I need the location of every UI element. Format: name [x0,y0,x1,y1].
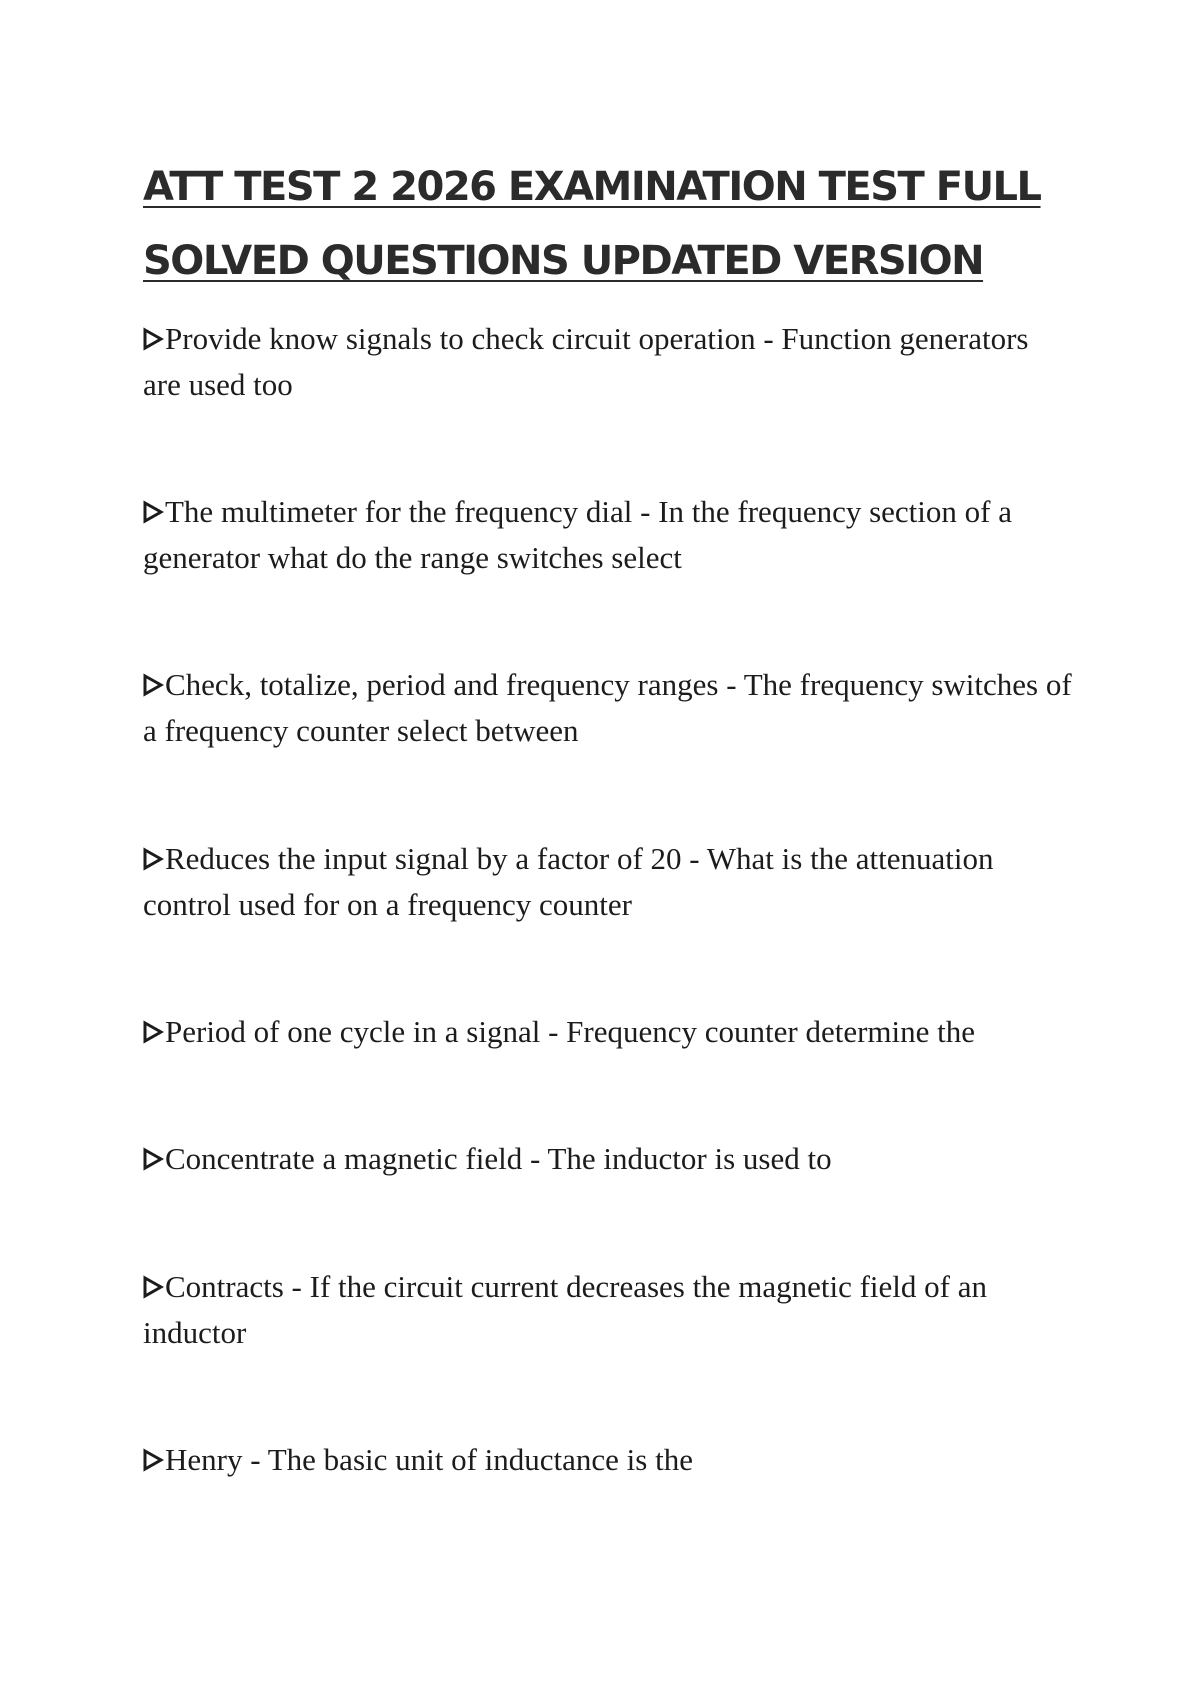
qa-text: Period of one cycle in a signal - Frequency counter determine the [165,1014,976,1049]
qa-item [143,836,1073,928]
triangle-bullet-icon [143,327,164,351]
qa-text: Concentrate a magnetic field - The inductor is used to [165,1141,832,1176]
qa-text: Reduces the input signal by a factor of 20 - What is the attenuation control used for on a frequency counter [143,841,994,922]
triangle-bullet-icon [143,673,164,697]
qa-item [143,662,1073,754]
qa-text: Provide know signals to check circuit operation - Function generators are used too [143,321,1029,402]
qa-text: The multimeter for the frequency dial - In the frequency section of a generator what do the range switches select [143,494,1012,575]
triangle-bullet-icon [143,1020,164,1044]
document-title: ATT TEST 2 2026 EXAMINATION TEST FULL SOLVED QUESTIONS UPDATED VERSION [143,164,1041,284]
qa-text: Check, totalize, period and frequency ranges - The frequency switches of a frequency counter select between [143,667,1072,748]
qa-item [143,316,1073,408]
triangle-bullet-icon [143,847,164,871]
triangle-bullet-icon [143,1147,164,1171]
qa-text: Contracts - If the circuit current decreases the magnetic field of an inductor [143,1269,987,1350]
qa-item [143,1009,1073,1055]
qa-item [143,489,1073,581]
triangle-bullet-icon [143,1275,164,1299]
qa-text: Henry - The basic unit of inductance is the [165,1442,693,1477]
qa-item [143,1136,1073,1182]
triangle-bullet-icon [143,1448,164,1472]
qa-item [143,1264,1073,1356]
triangle-bullet-icon [143,500,164,524]
qa-item [143,1437,1073,1483]
